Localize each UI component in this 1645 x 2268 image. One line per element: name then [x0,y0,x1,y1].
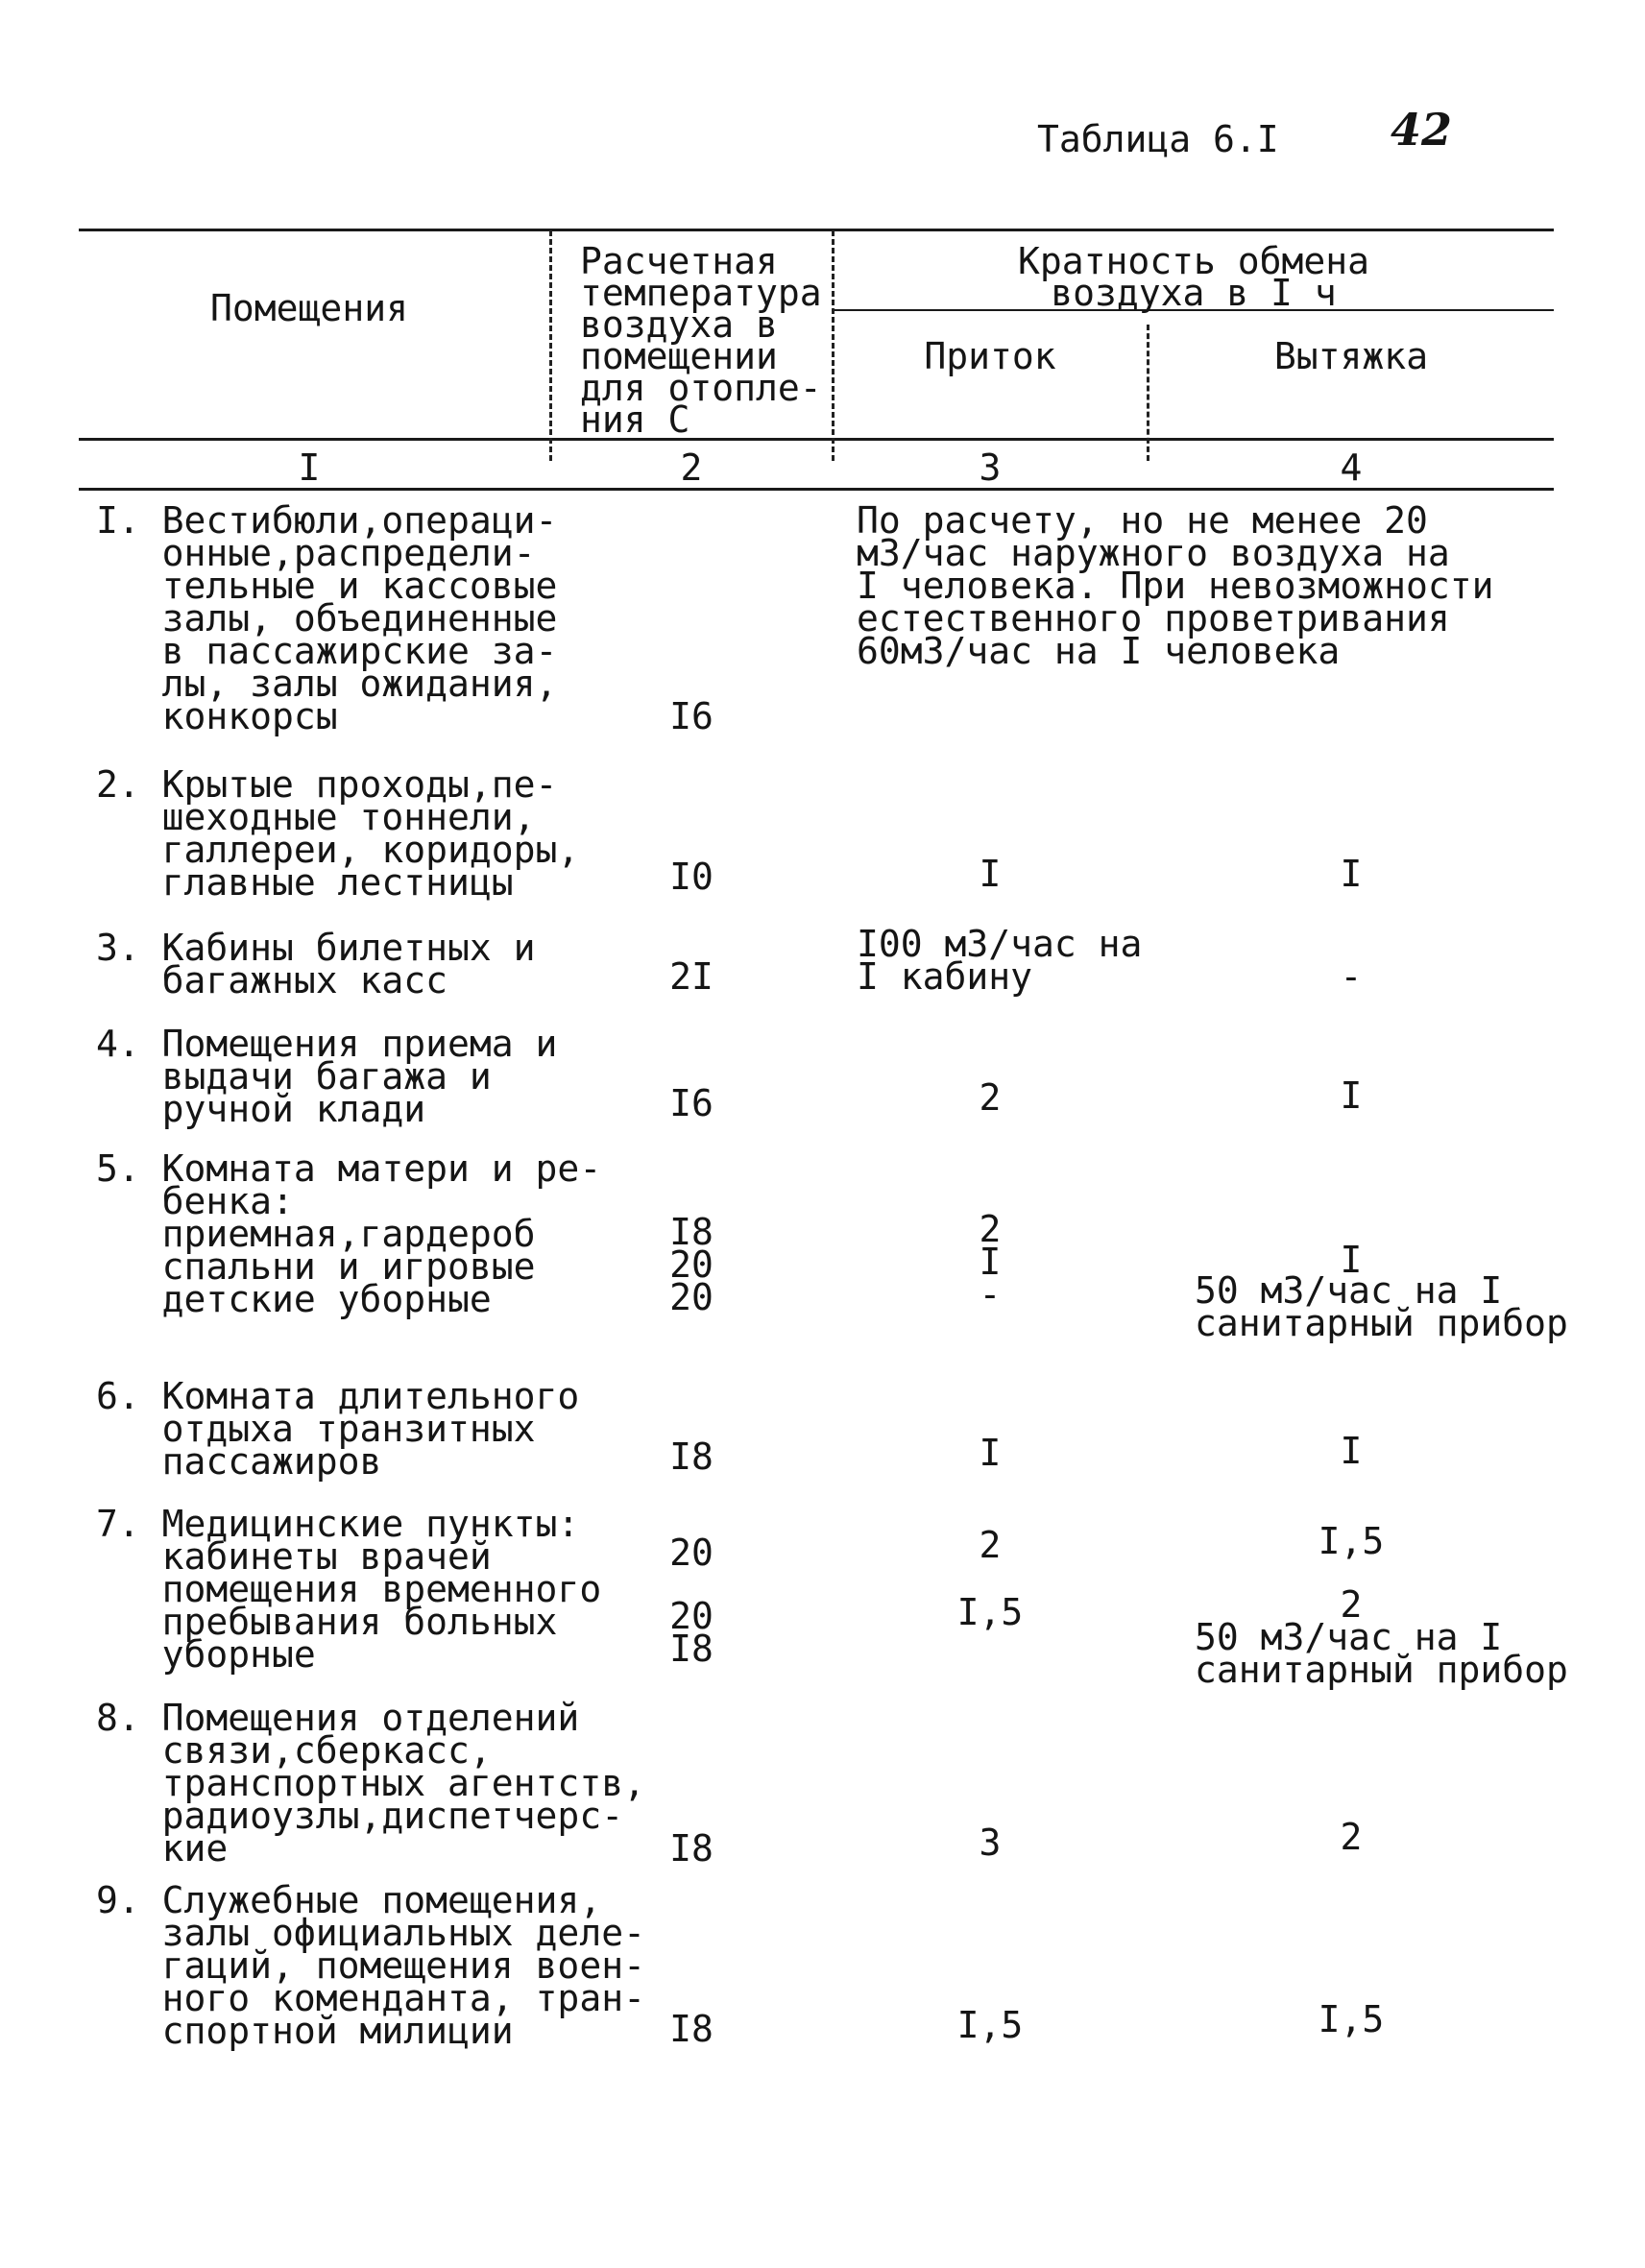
row-1-inflow-note: По расчету, но не менее 20 м3/час наружного воздуха на I человека. При невозможности естественного проветривания 60м3/час на I человека [857,499,1494,672]
row-7-inflow-a: 2 [979,1524,1002,1566]
row-3-name: 3. Кабины билетных и багажных касс [96,927,536,1001]
header-rooms: Помещения [210,287,408,329]
column-number-4: 4 [1340,446,1363,489]
row-7-exhaust-c: 50 м3/час на I санитарный прибор [1195,1616,1568,1691]
row-6-inflow: I [979,1432,1002,1474]
row-5-exhaust-b: 50 м3/час на I санитарный прибор [1195,1269,1568,1344]
row-4-inflow: 2 [979,1076,1002,1119]
header-inflow: Приток [924,335,1056,377]
row-9-name: 9. Служебные помещения, залы официальных деле- гаций, помещения воен- ного коменданта, тран- спортной милиции [96,1879,645,2052]
column-divider-1 [549,230,552,461]
row-3-temperature: 2I [669,955,714,998]
row-9-inflow: I,5 [956,2004,1024,2046]
row-5-exhaust-a: I [1340,1239,1363,1281]
column-number-3: 3 [979,446,1002,489]
header-exhaust: Вытяжка [1273,335,1429,377]
row-6-exhaust: I [1340,1430,1363,1472]
table-title: Таблица 6.I [1037,118,1279,160]
row-2-exhaust: I [1340,853,1363,895]
row-8-name: 8. Помещения отделений связи,сберкасс, транспортных агентств, радиоузлы,диспетчерс- кие [96,1697,645,1870]
row-4-exhaust: I [1340,1074,1363,1117]
column-number-2: 2 [680,446,703,489]
row-5-temperature: I8 20 20 [669,1211,714,1318]
row-7-exhaust-b: 2 [1340,1583,1363,1626]
row-7-exhaust-a: I,5 [1318,1520,1385,1562]
row-6-name: 6. Комната длительного отдыха транзитных пассажиров [96,1375,580,1483]
row-9-exhaust: I,5 [1318,1998,1385,2040]
table-top-rule [79,229,1554,231]
row-1-temperature: I6 [669,695,714,737]
row-2-name: 2. Крытые проходы,пе- шеходные тоннели, галлереи, коридоры, главные лестницы [96,763,580,904]
row-6-temperature: I8 [669,1436,714,1478]
row-4-temperature: I6 [669,1082,714,1124]
column-number-1: I [298,446,321,489]
row-4-name: 4. Помещения приема и выдачи багажа и ручной клади [96,1023,558,1130]
row-3-exhaust: - [1340,955,1363,998]
row-2-temperature: I0 [669,856,714,898]
row-3-inflow: I00 м3/час на I кабину [857,923,1143,998]
row-5-inflow: 2 I - [979,1208,1002,1315]
row-8-inflow: 3 [979,1822,1002,1864]
row-8-exhaust: 2 [1340,1816,1363,1858]
header-bottom-rule [79,438,1554,441]
row-7-temperature-b: 20 I8 [669,1595,714,1670]
row-7-name: 7. Медицинские пункты: кабинеты врачей помещения временного пребывания больных уборные [96,1503,602,1676]
row-9-temperature: I8 [669,2008,714,2050]
header-air-exchange: Кратность обмена воздуха в I ч [1017,240,1370,314]
row-7-inflow-b: I,5 [956,1591,1024,1633]
row-5-name: 5. Комната матери и ре- бенка: приемная,гардероб спальни и игровые детские уборные [96,1147,602,1320]
row-2-inflow: I [979,853,1002,895]
header-temperature: Расчетная температура воздуха в помещении для отопле- ния С [580,240,822,441]
row-8-temperature: I8 [669,1827,714,1870]
row-1-name: I. Вестибюли,операци- онные,распредели- тельные и кассовые залы, объединенные в пассажирские за- лы, залы ожидания, конкорсы [96,499,558,737]
page-number: 42 [1391,104,1453,156]
row-7-temperature-a: 20 [669,1532,714,1574]
